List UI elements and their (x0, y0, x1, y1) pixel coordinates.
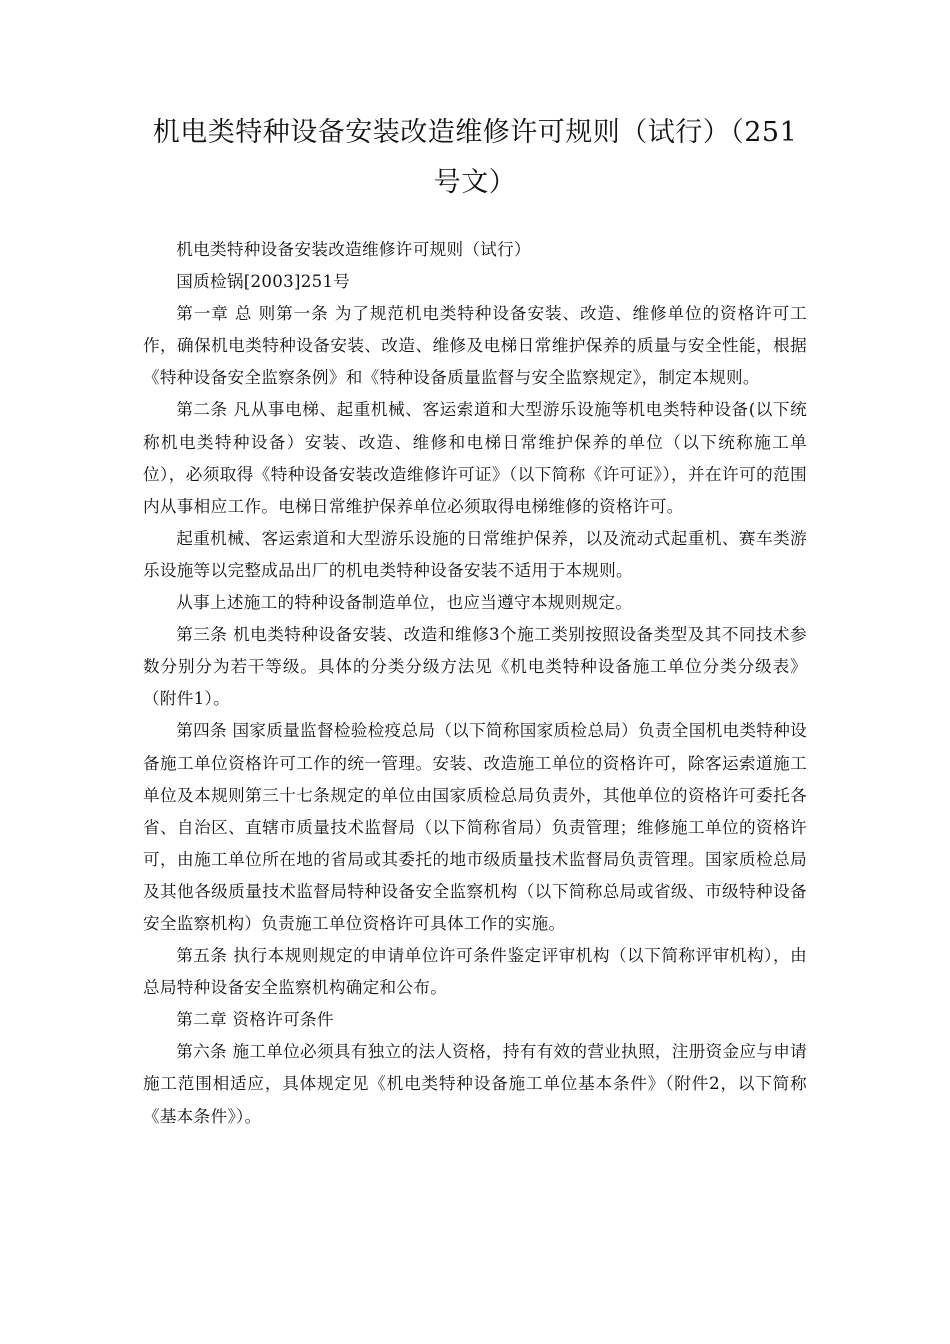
document-page (143, 108, 807, 1133)
body-paragraph: 第一章 总 则第一条 为了规范机电类特种设备安装、改造、维修单位的资格许可工作，确保机电类特种设备安装、改造、维修及电梯日常维护保养的质量与安全性能，根据《特种设备安全监察条例》和《特种设备质量监督与安全监察规定》，制定本规则。 (143, 304, 807, 388)
body-paragraph: 国质检锅[2003]251号 (176, 272, 351, 292)
body-paragraph: 第五条 执行本规则规定的申请单位许可条件鉴定评审机构（以下简称评审机构），由总局特种设备安全监察机构确定和公布。 (143, 946, 807, 998)
document-body (143, 234, 807, 1133)
body-paragraph: 第四条 国家质量监督检验检疫总局（以下简称国家质检总局）负责全国机电类特种设备施工单位资格许可工作的统一管理。安装、改造施工单位的资格许可，除客运索道施工单位及本规则第三十七条规定的单位由国家质检总局负责外，其他单位的资格许可委托各省、自治区、直辖市质量技术监督局（以下简称省局）负责管理；维修施工单位的资格许可，由施工单位所在地的省局或其委托的地市级质量技术监督局负责管理。国家质检总局及其他各级质量技术监督局特种设备安全监察机构（以下简称总局或省级、市级特种设备安全监察机构）负责施工单位资格许可具体工作的实施。 (143, 721, 807, 933)
body-paragraph: 机电类特种设备安装改造维修许可规则（试行） (176, 240, 531, 259)
body-paragraph: 起重机械、客运索道和大型游乐设施的日常维护保养，以及流动式起重机、赛车类游乐设施等以完整成品出厂的机电类特种设备安装不适用于本规则。 (143, 528, 807, 580)
body-paragraph: 从事上述施工的特种设备制造单位，也应当遵守本规则规定。 (176, 593, 633, 613)
body-paragraph: 第六条 施工单位必须具有独立的法人资格，持有有效的营业执照，注册资金应与申请施工范围相适应，具体规定见《机电类特种设备施工单位基本条件》（附件2，以下简称《基本条件》）。 (143, 1042, 807, 1126)
document-title: 机电类特种设备安装改造维修许可规则（试行）（251号文） (152, 117, 798, 198)
chapter-heading: 第二章 资格许可条件 (176, 1010, 334, 1030)
body-paragraph: 第三条 机电类特种设备安装、改造和维修3个施工类别按照设备类型及其不同技术参数分别分为若干等级。具体的分类分级方法见《机电类特种设备施工单位分类分级表》（附件1）。 (143, 625, 807, 709)
body-paragraph: 第二条 凡从事电梯、起重机械、客运索道和大型游乐设施等机电类特种设备(以下统称机电类特种设备）安装、改造、维修和电梯日常维护保养的单位（以下统称施工单位），必须取得《特种设备安装改造维修许可证》（以下简称《许可证》），并在许可的范围内从事相应工作。电梯日常维护保养单位必须取得电梯维修的资格许可。 (143, 400, 807, 516)
